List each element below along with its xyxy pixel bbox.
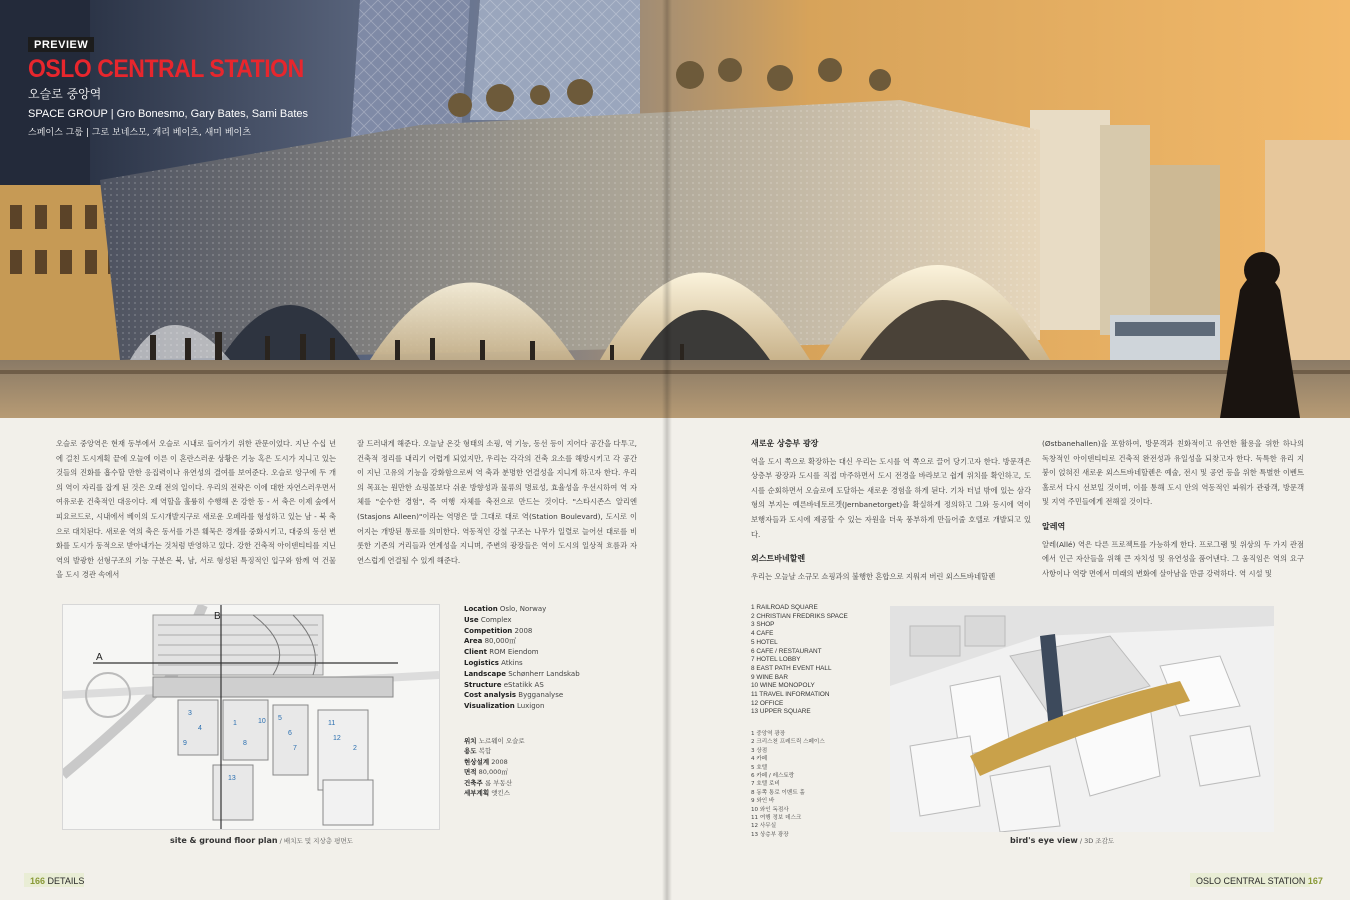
plan-number: 6 — [288, 730, 292, 737]
page-folio-right — [1196, 876, 1323, 886]
info-row: 현상설계 2008 — [464, 757, 508, 766]
page-number: 167 — [1307, 876, 1323, 886]
body-paragraph: 잘 드러내게 해준다. 오늘날 온갖 형태의 소핑, 역 기능, 동선 등이 지어다 공간을 다투고, 건축적 정리를 내리기 어렵게 되었지만, 우리는 각각의 건축 요소를 해방시키고 각 공간이 지닌 고유의 기능을 강화함으로써 역 축과 분명한 연결성을 지니게 하고자 한다. 우리의 목표는 원만한 쇼핑몰보다 쉬운 방향성과 물류의 명료성, 효율성을 우선시하여 역 자체를 "순수한 경험", 즉 여행 자체를 축전으로 만드는 것이다. "스타시존스 알리엔(Stasjons Alleen)"이라는 역명은 말 그대로 대로 역(Station Boulevard), 도시로 이어지는 개방된 통로를 의미한다. 역동적인 강철 구조는 나무가 일렬로 늘어선 대로를 비롯한 기존의 거리들과 연계성을 지니며, 주변의 광장들은 역이 도시의 일상적 흐름과 자연스럽게 연결될 수 있게 해준다. — [357, 439, 637, 565]
section-name: OSLO CENTRAL STATION — [1196, 876, 1306, 886]
body-column-3 — [751, 437, 1031, 584]
section-heading: 외스트바네할렌 — [751, 554, 806, 564]
hero-title-block — [28, 33, 328, 138]
legend-item: 9 WINE BAR — [751, 673, 788, 681]
info-row: Structure eStatikk AS — [464, 680, 544, 689]
plan-number: 9 — [183, 740, 187, 747]
section-mark-a: A — [96, 652, 103, 663]
page-number: 166 — [30, 876, 46, 886]
project-info — [464, 604, 654, 712]
plan-number: 12 — [333, 735, 341, 742]
info-row: 건축주 롬 부동산 — [464, 778, 513, 787]
legend-item: 6 CAFE / RESTAURANT — [751, 647, 822, 655]
section-heading: 새로운 상층부 광장 — [751, 439, 819, 448]
info-row: Competition 2008 — [464, 626, 533, 635]
legend-item: 10 WINE MONOPOLY — [751, 682, 815, 690]
site-plan-caption — [170, 836, 353, 845]
legend-item: 13 UPPER SQUARE — [751, 708, 811, 716]
legend-item: 11 TRAVEL INFORMATION — [751, 691, 830, 699]
architect-credits-korean: 스페이스 그룹 | 그로 보네스모, 개리 베이츠, 새미 베이츠 — [28, 128, 251, 138]
plan-legend-korean — [751, 730, 886, 839]
plan-number: 3 — [188, 710, 192, 717]
body-column-2 — [357, 437, 637, 568]
plan-number: 10 — [258, 718, 266, 725]
plan-legend — [751, 604, 886, 717]
info-row: 용도 복합 — [464, 747, 492, 756]
body-column-1 — [56, 437, 336, 583]
caption-korean: / 3D 조감도 — [1077, 837, 1115, 845]
info-row: Client ROM Eiendom — [464, 648, 539, 657]
legend-item: 5 호텔 — [751, 764, 768, 771]
legend-item: 10 와인 독점사 — [751, 806, 789, 813]
legend-item: 12 OFFICE — [751, 699, 784, 707]
legend-item: 13 상층부 광장 — [751, 831, 789, 838]
site-plan-figure — [62, 604, 440, 830]
preview-tag: PREVIEW — [28, 37, 94, 52]
legend-item: 5 HOTEL — [751, 638, 778, 646]
body-paragraph: 우리는 오늘날 소규모 쇼핑과의 불행한 혼합으로 지워져 버린 외스트바네할렌 — [751, 571, 996, 581]
birds-eye-render — [890, 606, 1274, 832]
legend-item: 2 CHRISTIAN FREDRIKS SPACE — [751, 612, 848, 620]
info-row: 면적 80,000㎡ — [464, 768, 508, 777]
plan-number: 11 — [328, 720, 336, 727]
section-name: DETAILS — [47, 876, 85, 886]
legend-item: 2 크리스천 프레드릭 스페이스 — [751, 739, 825, 746]
legend-item: 8 동쪽 통로 이벤트 홀 — [751, 789, 805, 796]
body-paragraph: (Østbanehallen)을 포함하여, 방문객과 친화적이고 유연한 활용을 위한 하나의 독창적인 아이덴티티로 건축적 완전성과 유일성을 되찾고자 한다. 독특한 유리 지붕이 얹혀진 새로운 외스트바네할렌은 예술, 전시 및 공연 등을 위한 특별한 이벤트 홀로서 다시 선보일 것이며, 이를 통해 도시 안의 역동적인 파워가 관광객, 방문객 및 지역 주민들에게 전해질 것이다. — [1042, 439, 1304, 507]
info-row: Landscape Schønherr Landskab — [464, 669, 580, 678]
page-folio-left — [30, 876, 84, 886]
legend-item: 12 사무실 — [751, 823, 777, 830]
caption-korean: / 배치도 및 지상층 평면도 — [277, 837, 353, 845]
legend-item: 4 CAFE — [751, 630, 774, 638]
section-heading: 알레역 — [1042, 521, 1066, 531]
caption-title: bird's eye view — [1010, 836, 1078, 845]
info-row: 세부계획 앳킨스 — [464, 789, 511, 798]
hero-rendering — [0, 0, 1350, 418]
body-paragraph: 역을 도시 쪽으로 확장하는 대신 우리는 도시를 역 쪽으로 끌어 당기고자 한다. 방문객은 상층부 광장과 도시를 직접 마주하면서 도시 전경을 바라보고 쉽게 위치를 확인하고, 도시를 순회하면서 오슬로에 도달하는 새로운 경험을 하게 된다. 기차 터널 밖에 있는 삼각형의 부지는 예른바네토르겟(Jernbanetorget)을 확실하게 정의하고 그와 동시에 역이 보행자들과 도시에 제공할 수 있는 자원을 더욱 풍부하게 만들어줄 호텔로 개발되고 있다. — [751, 456, 1031, 539]
info-row: Use Complex — [464, 615, 512, 624]
section-mark-b: B — [214, 611, 221, 622]
page-gutter — [662, 0, 672, 900]
info-row: Visualization Luxigon — [464, 702, 545, 711]
body-column-4 — [1042, 437, 1304, 581]
info-row: Logistics Atkins — [464, 658, 523, 667]
birds-eye-figure — [890, 606, 1274, 832]
body-paragraph: 알레(Allé) 역은 다른 프로젝트를 가능하게 한다. 프로그램 및 위상의 두 가지 관점에서 인근 자산들을 위해 큰 자치성 및 유연성을 품어낸다. 그 움직임은 역의 요구 사항이나 역량 면에서 미래의 변화에 살아남을 만큼 강력하다. 역 시설 및 — [1042, 539, 1304, 578]
caption-title: site & ground floor plan — [170, 836, 278, 845]
article-title-korean: 오슬로 중앙역 — [28, 87, 102, 101]
plan-number: 5 — [278, 715, 282, 722]
birds-eye-caption — [1010, 836, 1114, 845]
info-row: Area 80,000㎡ — [464, 637, 517, 646]
article-title: OSLO CENTRAL STATION — [28, 55, 304, 83]
plan-number: 1 — [233, 720, 237, 727]
legend-item: 6 카페 / 레스토랑 — [751, 773, 795, 780]
body-paragraph: 오슬로 중앙역은 현재 동부에서 오슬로 시내로 들어가기 위한 관문이었다. 지난 수십 년에 걸친 도시계획 끝에 오늘에 이른 이 혼란스러운 상황은 기능 혹은 도시가 지니고 있는 것들의 진화를 흡수할 만한 응집력이나 유연성의 결여를 보여준다. 오슬로 앙구에 두 개의 역이 자리를 잡게 된 것은 오래 전의 일이다. 우리의 전략은 이에 대한 자연스러우면서 여유로운 건축적인 대응이다. 제 역할을 훌륭히 수행해 온 강한 동 - 서 축은 이제 숲에서 피요르드로, 시내에서 베이의 도시개발지구로 새로운 오페라를 형성하고 있는 남 - 북 축으로 대치된다. 새로운 역의 축은 동서를 가른 훼묵은 경계를 중화시키고, 대중의 동선 변화를 도시가 동적으로 받아내가는 것처럼 반영하고 있다. 강한 건축적 아이덴티티를 지닌 역의 발광한 선형구조의 기능 구분은 북, 남, 서로 형성된 특징적인 입구와 함께 역 건물을 도시 경관 속에서 — [56, 439, 336, 580]
legend-item: 1 중앙역 광장 — [751, 731, 786, 737]
info-row: Location Oslo, Norway — [464, 605, 547, 613]
legend-item: 4 카페 — [751, 756, 768, 763]
legend-item: 8 EAST PATH EVENT HALL — [751, 664, 832, 672]
plan-number: 4 — [198, 725, 202, 732]
info-row: 위치 노르웨이 오슬로 — [464, 737, 525, 745]
legend-item: 11 여행 정보 데스크 — [751, 815, 802, 822]
project-info-korean — [464, 736, 654, 798]
plan-number: 2 — [353, 745, 357, 752]
architect-credits: SPACE GROUP | Gro Bonesmo, Gary Bates, Sami Bates — [28, 108, 308, 120]
info-row: Cost analysis Bygganalyse — [464, 691, 564, 700]
legend-item: 1 RAILROAD SQUARE — [751, 604, 818, 611]
plan-number: 13 — [228, 775, 236, 782]
plan-number: 8 — [243, 740, 247, 747]
site-plan-drawing — [63, 605, 439, 829]
legend-item: 7 호텔 로비 — [751, 781, 780, 788]
legend-item: 9 와인 바 — [751, 798, 775, 805]
legend-item: 7 HOTEL LOBBY — [751, 656, 801, 664]
legend-item: 3 SHOP — [751, 621, 775, 629]
plan-number: 7 — [293, 745, 297, 752]
legend-item: 3 상점 — [751, 747, 768, 754]
